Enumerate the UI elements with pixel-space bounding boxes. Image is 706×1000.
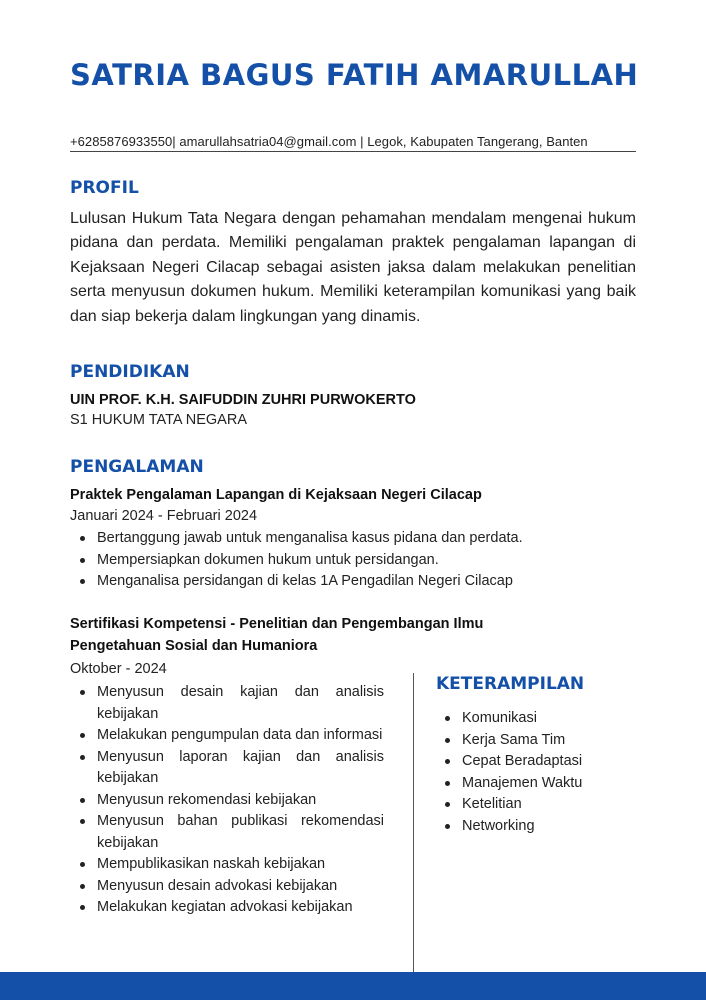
skill-item: Networking xyxy=(436,816,666,838)
list-item: Menyusun laporan kajian dan analisis kebijakan xyxy=(71,747,384,790)
skill-item: Ketelitian xyxy=(436,794,666,816)
job-date: Januari 2024 - Februari 2024 xyxy=(70,508,258,524)
job-date: Oktober - 2024 xyxy=(70,661,167,677)
skill-item: Kerja Sama Tim xyxy=(436,730,666,752)
profile-text: Lulusan Hukum Tata Negara dengan pehamahan mendalam mengenai hukum pidana dan perdata. Memiliki pengalaman praktek pengalaman lapangan di Kejaksaan Negeri Cilacap sebagai asisten jaksa dalam melakukan penelitian serta menyusun dokumen hukum. Memiliki keterampilan komunikasi yang baik dan siap bekerja dalam lingkungan yang dinamis. xyxy=(70,210,636,325)
list-item: Melakukan pengumpulan data dan informasi xyxy=(71,725,384,747)
list-item: Melakukan kegiatan advokasi kebijakan xyxy=(71,897,384,919)
list-item: Mempersiapkan dokumen hukum untuk persidangan. xyxy=(71,550,637,572)
job-bullet-list xyxy=(71,682,384,919)
section-title-education: PENDIDIKAN xyxy=(70,362,190,382)
section-title-skills: KETERAMPILAN xyxy=(436,674,585,694)
education-school: UIN PROF. K.H. SAIFUDDIN ZUHRI PURWOKERTO xyxy=(70,392,416,408)
skill-item: Cepat Beradaptasi xyxy=(436,751,666,773)
list-item: Bertanggung jawab untuk menganalisa kasus pidana dan perdata. xyxy=(71,528,637,550)
footer-bar xyxy=(0,972,706,1000)
skill-item: Manajemen Waktu xyxy=(436,773,666,795)
list-item: Menyusun desain advokasi kebijakan xyxy=(71,876,384,898)
section-title-profile: PROFIL xyxy=(70,178,139,198)
job-title: Sertifikasi Kompetensi - Penelitian dan Pengembangan Ilmu Pengetahuan Sosial dan Humaniora xyxy=(70,616,484,654)
list-item: Menganalisa persidangan di kelas 1A Pengadilan Negeri Cilacap xyxy=(71,571,637,593)
list-item: Menyusun bahan publikasi rekomendasi kebijakan xyxy=(71,811,384,854)
skills-list xyxy=(436,708,666,837)
contact-line: +6285876933550| amarullahsatria04@gmail.com | Legok, Kabupaten Tangerang, Banten xyxy=(70,134,636,152)
list-item: Mempublikasikan naskah kebijakan xyxy=(71,854,384,876)
skill-item: Komunikasi xyxy=(436,708,666,730)
education-degree: S1 HUKUM TATA NEGARA xyxy=(70,412,247,428)
list-item: Menyusun desain kajian dan analisis kebijakan xyxy=(71,682,384,725)
candidate-name: SATRIA BAGUS FATIH AMARULLAH xyxy=(70,58,639,92)
section-title-experience: PENGALAMAN xyxy=(70,457,204,477)
list-item: Menyusun rekomendasi kebijakan xyxy=(71,790,384,812)
job-bullet-list xyxy=(71,528,637,593)
job-title: Praktek Pengalaman Lapangan di Kejaksaan Negeri Cilacap xyxy=(70,487,482,503)
column-divider xyxy=(413,673,414,973)
